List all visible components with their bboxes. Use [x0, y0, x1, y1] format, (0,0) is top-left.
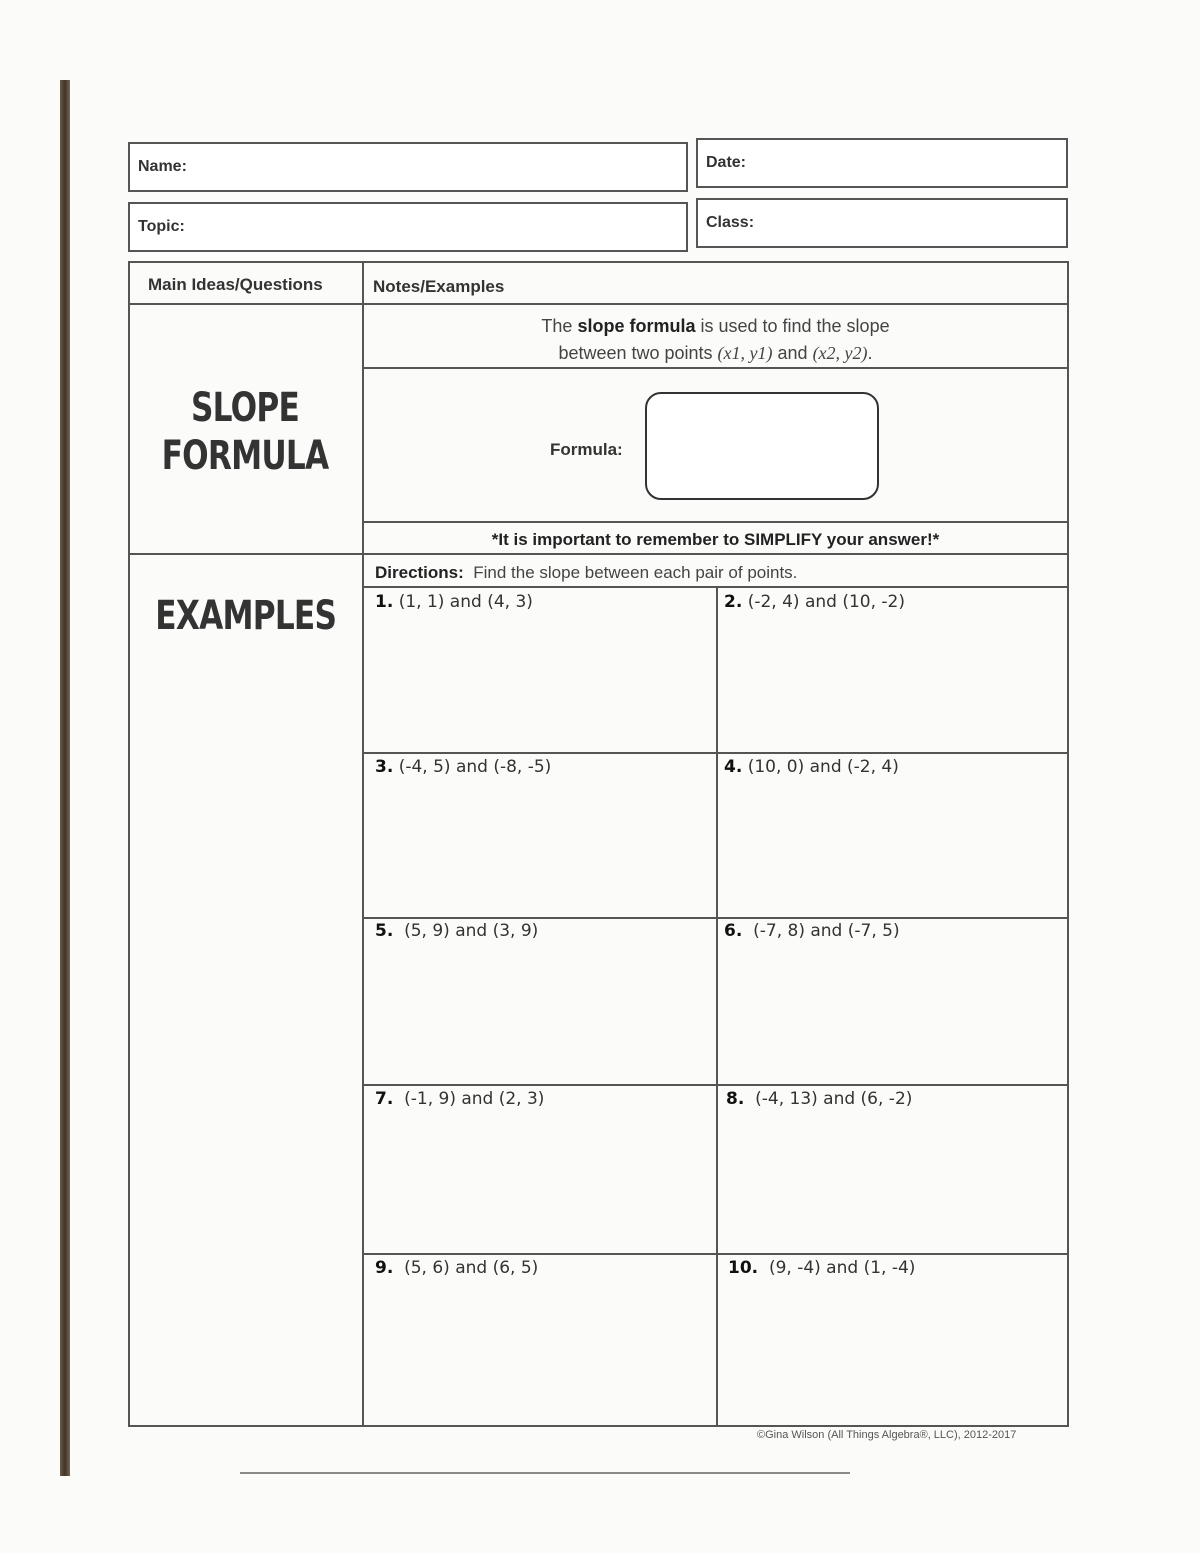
column-header-notes: Notes/Examples — [373, 277, 505, 296]
problem-points: (10, 0) and (-2, 4) — [747, 757, 899, 777]
intro-text-pre: The — [541, 316, 578, 336]
intro-row-line — [362, 367, 1069, 369]
problem-3 — [375, 757, 551, 777]
directions-text: Find the slope between each pair of points. — [473, 563, 798, 582]
problem-number: 9. — [375, 1258, 394, 1278]
intro-end-text: . — [867, 343, 873, 363]
problem-number: 4. — [724, 757, 743, 777]
problem-points: (5, 9) and (3, 9) — [404, 921, 539, 941]
examples-row-line-3 — [362, 1084, 1069, 1086]
formula-label: Formula: — [550, 440, 623, 459]
section-divider — [128, 553, 1069, 555]
problem-number: 3. — [375, 757, 394, 777]
problem-number: 2. — [724, 592, 743, 612]
slope-formula-title-line2: FORMULA — [161, 433, 329, 479]
date-label: Date: — [706, 154, 747, 171]
problem-points: (9, -4) and (1, -4) — [768, 1258, 916, 1278]
examples-divider — [716, 586, 718, 1427]
problem-7 — [375, 1089, 544, 1109]
header-row-line — [128, 303, 1069, 305]
page-bottom-line — [240, 1472, 850, 1474]
table-border-left — [128, 261, 130, 1427]
directions-row-line — [362, 586, 1069, 588]
slope-formula-title — [155, 384, 334, 480]
page-edge-shadow — [60, 80, 70, 1476]
problem-number: 6. — [724, 921, 743, 941]
name-label: Name: — [138, 158, 187, 175]
formula-answer-box[interactable] — [645, 392, 879, 500]
intro-line2-text: between two points — [558, 343, 718, 363]
problem-points: (-7, 8) and (-7, 5) — [753, 921, 900, 941]
copyright-notice: ©Gina Wilson (All Things Algebra®, LLC), 2012-2017 — [757, 1429, 1017, 1441]
slope-formula-intro — [364, 313, 1067, 367]
intro-text-bold: slope formula — [577, 316, 696, 336]
slope-formula-title-line1: SLOPE — [190, 385, 300, 431]
class-field[interactable] — [696, 198, 1068, 248]
intro-and-text: and — [772, 343, 813, 363]
problem-number: 10. — [728, 1258, 759, 1278]
point-1-notation: (x1, y1) — [717, 343, 773, 363]
directions-label: Directions: — [375, 563, 464, 582]
table-border-top — [128, 261, 1069, 263]
problem-number: 8. — [726, 1089, 745, 1109]
problem-points: (-4, 13) and (6, -2) — [755, 1089, 913, 1109]
intro-text-post: is used to find the slope — [695, 316, 890, 336]
problem-5 — [375, 921, 538, 941]
problem-points: (-4, 5) and (-8, -5) — [398, 757, 552, 777]
problem-number: 7. — [375, 1089, 394, 1109]
point-2-notation: (x2, y2) — [812, 343, 868, 363]
directions — [375, 563, 797, 583]
problem-8 — [726, 1089, 912, 1109]
examples-row-line-1 — [362, 752, 1069, 754]
topic-field[interactable] — [128, 202, 688, 252]
date-field[interactable] — [696, 138, 1068, 188]
problem-number: 1. — [375, 592, 394, 612]
examples-title: EXAMPLES — [155, 593, 337, 639]
examples-row-line-4 — [362, 1253, 1069, 1255]
problem-points: (-1, 9) and (2, 3) — [404, 1089, 545, 1109]
name-field[interactable] — [128, 142, 688, 192]
problem-9 — [375, 1258, 538, 1278]
simplify-note: *It is important to remember to SIMPLIFY your answer!* — [491, 530, 940, 549]
column-header-main-ideas: Main Ideas/Questions — [148, 275, 323, 294]
problem-2 — [724, 592, 905, 612]
problem-10 — [728, 1258, 915, 1278]
problem-1 — [375, 592, 533, 612]
problem-6 — [724, 921, 900, 941]
topic-label: Topic: — [138, 218, 185, 235]
examples-row-line-2 — [362, 917, 1069, 919]
formula-row-line — [362, 521, 1069, 523]
table-border-bottom — [128, 1425, 1069, 1427]
problem-number: 5. — [375, 921, 394, 941]
problem-4 — [724, 757, 899, 777]
class-label: Class: — [706, 214, 755, 231]
problem-points: (-2, 4) and (10, -2) — [747, 592, 905, 612]
problem-points: (1, 1) and (4, 3) — [398, 592, 533, 612]
problem-points: (5, 6) and (6, 5) — [404, 1258, 539, 1278]
